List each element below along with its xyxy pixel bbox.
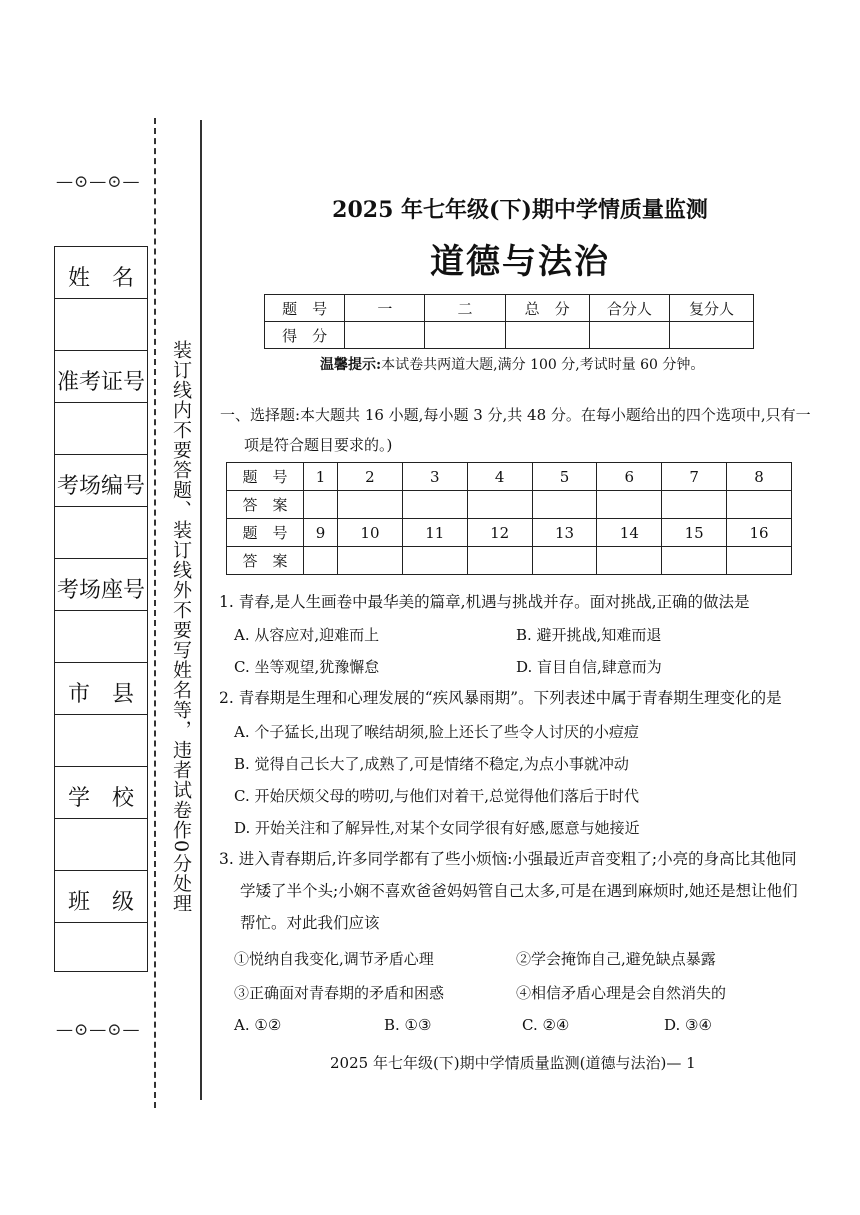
answer-number-cell: 5: [532, 463, 597, 491]
answer-cell[interactable]: [338, 547, 403, 575]
score-cell[interactable]: [669, 322, 753, 349]
answer-number-cell: 15: [662, 519, 727, 547]
question-1-option-c[interactable]: C. 坐等观望,犹豫懈怠: [234, 658, 380, 676]
exam-number-label: 准考证号: [56, 370, 145, 395]
exam-tip: [320, 354, 704, 374]
question-3-stem-line1: 3. 进入青春期后,许多同学都有了些小烦恼:小强最近声音变粗了;小亮的身高比其他同: [219, 850, 797, 868]
answer-number-cell: 14: [597, 519, 662, 547]
answer-number-cell: 2: [338, 463, 403, 491]
question-3-option-a[interactable]: A. ①②: [234, 1016, 282, 1034]
score-header-cell: 二: [425, 295, 505, 322]
score-cell[interactable]: [345, 322, 425, 349]
answer-number-cell: 16: [727, 519, 792, 547]
score-cell[interactable]: [505, 322, 589, 349]
question-1-option-d[interactable]: D. 盲目自信,肆意而为: [516, 658, 662, 676]
tip-text: 本试卷共两道大题,满分 100 分,考试时量 60 分钟。: [381, 357, 705, 373]
exam-room-label: 考场编号: [56, 474, 145, 499]
student-info-box: [54, 246, 148, 972]
answer-label: 答 案: [227, 491, 304, 519]
name-label: 姓 名: [67, 266, 134, 291]
question-1-option-a[interactable]: A. 从容应对,迎难而上: [234, 626, 380, 644]
answer-cell[interactable]: [662, 547, 727, 575]
question-3-statement-3: ③正确面对青春期的矛盾和困惑: [234, 984, 445, 1002]
answer-cell[interactable]: [338, 491, 403, 519]
score-header-cell: 合分人: [589, 295, 669, 322]
binding-solid-line: [200, 120, 202, 1100]
answer-cell[interactable]: [662, 491, 727, 519]
score-cell[interactable]: [425, 322, 505, 349]
answer-cell[interactable]: [402, 491, 467, 519]
question-3-option-c[interactable]: C. ②④: [522, 1016, 570, 1034]
answer-cell[interactable]: [597, 491, 662, 519]
score-table: [264, 294, 754, 349]
seat-number-label: 考场座号: [56, 578, 145, 603]
score-header-cell: 题 号: [265, 295, 345, 322]
answer-cell[interactable]: [727, 547, 792, 575]
answer-cell[interactable]: [304, 491, 338, 519]
score-row-label: 得 分: [265, 322, 345, 349]
answer-number-cell: 3: [402, 463, 467, 491]
answer-cell[interactable]: [727, 491, 792, 519]
answer-number-cell: 9: [304, 519, 338, 547]
section-one-line2: 项是符合题目要求的。): [244, 436, 393, 454]
subject-title: 道德与法治: [430, 242, 610, 282]
city-county-label: 市 县: [67, 682, 134, 707]
tip-label: 温馨提示:: [320, 357, 382, 373]
answer-table: [226, 462, 792, 575]
question-3-option-d[interactable]: D. ③④: [664, 1016, 712, 1034]
exam-title: 2025 年七年级(下)期中学情质量监测: [332, 197, 708, 223]
binding-mark-bottom: —⊙—⊙—: [56, 1020, 141, 1040]
answer-number-cell: 11: [402, 519, 467, 547]
answer-number-cell: 4: [467, 463, 532, 491]
answer-cell[interactable]: [597, 547, 662, 575]
answer-number-cell: 7: [662, 463, 727, 491]
question-3-stem-line3: 帮忙。对此我们应该: [240, 914, 380, 932]
answer-cell[interactable]: [402, 547, 467, 575]
score-cell[interactable]: [589, 322, 669, 349]
question-3-stem-line2: 学矮了半个头;小娴不喜欢爸爸妈妈管自己太多,可是在遇到麻烦时,她还是想让他们: [240, 882, 798, 900]
class-label: 班 级: [67, 890, 134, 915]
answer-number-label: 题 号: [227, 519, 304, 547]
question-2-option-a[interactable]: A. 个子猛长,出现了喉结胡须,脸上还长了些令人讨厌的小痘痘: [234, 723, 639, 741]
question-2-option-c[interactable]: C. 开始厌烦父母的唠叨,与他们对着干,总觉得他们落后于时代: [234, 787, 640, 805]
answer-number-cell: 12: [467, 519, 532, 547]
binding-mark-top: —⊙—⊙—: [56, 172, 141, 192]
answer-number-cell: 1: [304, 463, 338, 491]
answer-number-cell: 6: [597, 463, 662, 491]
answer-number-cell: 10: [338, 519, 403, 547]
question-3-statement-4: ④相信矛盾心理是会自然消失的: [516, 984, 727, 1002]
question-3-statement-1: ①悦纳自我变化,调节矛盾心理: [234, 950, 434, 968]
answer-number-label: 题 号: [227, 463, 304, 491]
binding-dashed-line: [154, 118, 156, 1108]
question-3-option-b[interactable]: B. ①③: [384, 1016, 432, 1034]
score-header-cell: 复分人: [669, 295, 753, 322]
answer-cell[interactable]: [532, 491, 597, 519]
question-1-stem: 1. 青春,是人生画卷中最华美的篇章,机遇与挑战并存。面对挑战,正确的做法是: [219, 593, 750, 611]
answer-cell[interactable]: [467, 547, 532, 575]
score-header-cell: 总 分: [505, 295, 589, 322]
question-2-option-b[interactable]: B. 觉得自己长大了,成熟了,可是情绪不稳定,为点小事就冲动: [234, 755, 629, 773]
answer-label: 答 案: [227, 547, 304, 575]
school-label: 学 校: [67, 786, 134, 811]
answer-number-cell: 8: [727, 463, 792, 491]
question-2-stem: 2. 青春期是生理和心理发展的“疾风暴雨期”。下列表述中属于青春期生理变化的是: [219, 689, 782, 707]
answer-number-cell: 13: [532, 519, 597, 547]
question-3-statement-2: ②学会掩饰自己,避免缺点暴露: [516, 950, 716, 968]
binding-warning: 装订线内不要答题、装订线外不要写姓名等，违者试卷作0分处理: [170, 340, 192, 914]
answer-cell[interactable]: [532, 547, 597, 575]
section-one-heading: [220, 400, 820, 460]
question-2-option-d[interactable]: D. 开始关注和了解异性,对某个女同学很有好感,愿意与她接近: [234, 819, 640, 837]
answer-cell[interactable]: [304, 547, 338, 575]
question-1-option-b[interactable]: B. 避开挑战,知难而退: [516, 626, 662, 644]
page-footer: 2025 年七年级(下)期中学情质量监测(道德与法治)— 1: [330, 1054, 696, 1072]
score-header-cell: 一: [345, 295, 425, 322]
answer-cell[interactable]: [467, 491, 532, 519]
section-one-line1: 一、选择题:本大题共 16 小题,每小题 3 分,共 48 分。在每小题给出的四个选项中,只有一: [220, 406, 811, 424]
